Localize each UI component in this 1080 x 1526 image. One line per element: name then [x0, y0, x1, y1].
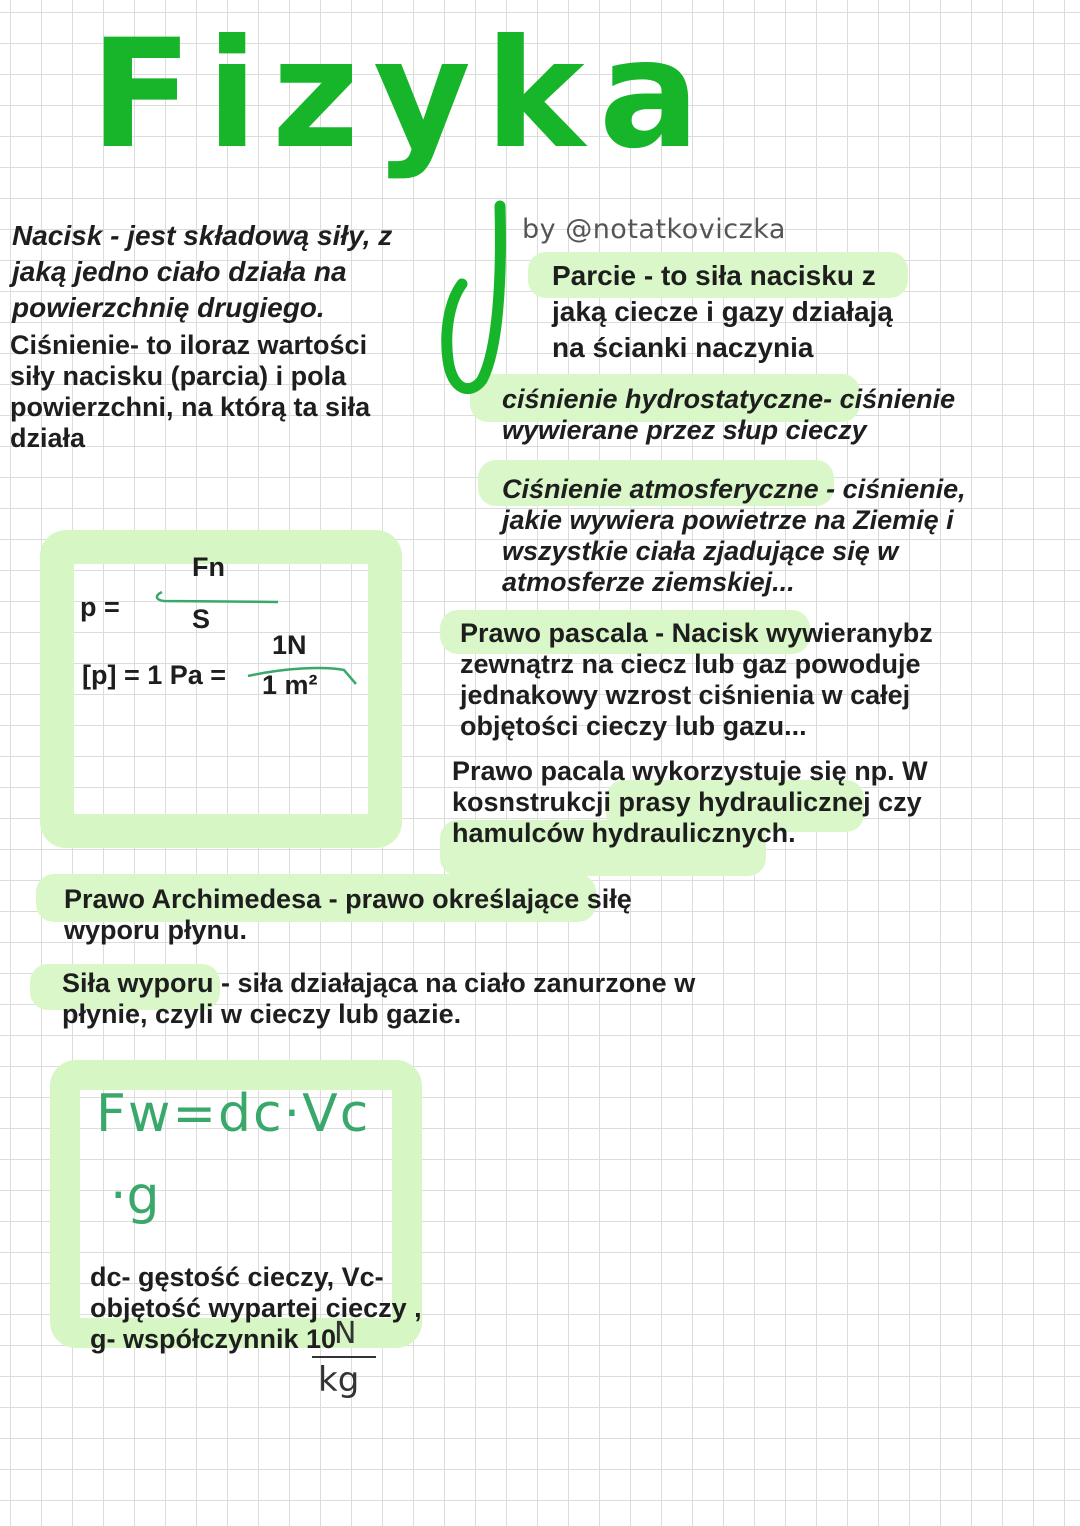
unit-denominator: 1 m² [262, 670, 318, 700]
buoyancy-unit-denominator: kg [318, 1360, 360, 1400]
page-title: Fizyka [90, 8, 714, 182]
buoyancy-formula-line2: ·g [110, 1166, 160, 1226]
unit-fraction-line [244, 660, 364, 686]
definition-nacisk: Nacisk - jest składową siły, z jaką jedno ciało działa na powierzchnię drugiego. [12, 220, 393, 323]
formula-p-numerator: Fn [192, 552, 225, 582]
definition-parcie: Parcie - to siła nacisku z jaką ciecze i gazy działają na ścianki naczynia [552, 260, 893, 363]
definition-wypor: Siła wyporu - siła działająca na ciało zanurzone w płynie, czyli w cieczy lub gazie. [62, 968, 696, 1029]
definition-pascal-use: Prawo pacala wykorzystuje się np. W kosnstrukcji prasy hydraulicznej czy hamulców hydraulicznych. [452, 756, 928, 848]
unit-numerator: 1N [272, 630, 307, 660]
formula-p-lhs: p = [80, 592, 120, 622]
buoyancy-formula-line1: Fw=dc·Vc [96, 1084, 371, 1144]
title-y-tail-stroke [440, 200, 520, 400]
formula-p-denominator: S [192, 604, 211, 634]
buoyancy-legend: dc- gęstość cieczy, Vc- objętość wypartej cieczy , g- współczynnik 10 [90, 1262, 422, 1354]
fraction-line [150, 586, 280, 610]
buoyancy-unit-numerator: N [334, 1316, 357, 1351]
author-byline: by @notatkoviczka [522, 214, 786, 245]
definition-pascal: Prawo pascala - Nacisk wywieranybz zewnątrz na ciecz lub gaz powoduje jednakowy wzrost ciśnienia w całej objętości cieczy lub gazu... [460, 618, 933, 741]
definition-hydrostatyczne: ciśnienie hydrostatyczne- ciśnienie wywierane przez słup cieczy [502, 384, 956, 445]
unit-lhs: [p] = 1 Pa = [82, 660, 227, 690]
definition-atmosferyczne: Ciśnienie atmosferyczne - ciśnienie, jakie wywiera powietrze na Ziemię i wszystkie ciała zjadujące się w atmosferze ziemskiej... [502, 474, 966, 597]
definition-cisnienie: Ciśnienie- to iloraz wartości siły nacisku (parcia) i pola powierzchni, na którą ta siła działa [10, 330, 371, 453]
definition-archimedes: Prawo Archimedesa - prawo określające siłę wyporu płynu. [64, 884, 632, 945]
